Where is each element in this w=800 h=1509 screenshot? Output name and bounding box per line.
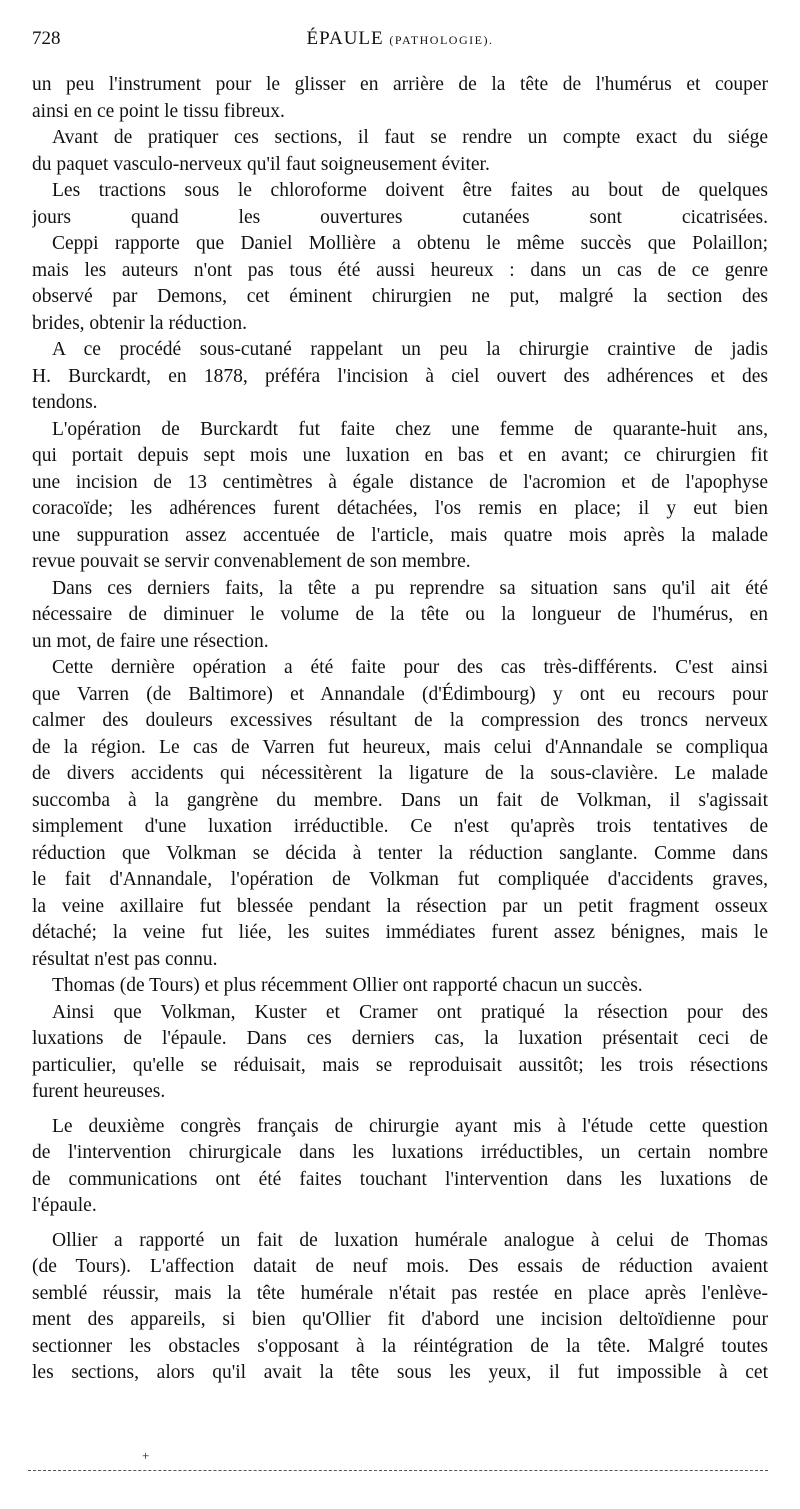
text-line: ment des appareils, si bien qu'Ollier fit d'abord une incision deltoïdienne pour	[32, 1309, 768, 1330]
text-line: H. Burckardt, en 1878, préféra l'incision à ciel ouvert des adhérences et des	[32, 365, 768, 387]
text-line: la veine axillaire fut blessée pendant la résection par un petit fragment osseux	[32, 895, 768, 917]
text-line: brides, obtenir la réduction.	[32, 312, 247, 334]
text-line: que Varren (de Baltimore) et Annandale (d'Édimbourg) y ont eu recours pour	[32, 683, 768, 705]
text-line: les sections, alors qu'il avait la tête sous les yeux, il fut impossible à cet	[32, 1362, 768, 1383]
text-line: sectionner les obstacles s'opposant à la réintégration de la tête. Malgré toutes	[32, 1335, 768, 1357]
running-title-main: ÉPAULE	[306, 28, 384, 49]
text-line: du paquet vasculo-nerveux qu'il faut soigneusement éviter.	[32, 153, 490, 175]
text-line: semblé réussir, mais la tête humérale n'était pas restée en place après l'enlève-	[32, 1282, 768, 1304]
text-line: un mot, de faire une résection.	[32, 630, 269, 652]
text-line: tendons.	[32, 392, 98, 413]
text-line: ainsi en ce point le tissu fibreux.	[32, 100, 285, 122]
text-line: Les tractions sous le chloroforme doivent être faites au bout de quelques	[52, 180, 768, 201]
text-line: (de Tours). L'affection datait de neuf mois. Des essais de réduction avaient	[32, 1256, 768, 1277]
text-line: mais les auteurs n'ont pas tous été aussi heureux : dans un cas de ce genre	[32, 259, 768, 281]
text-line: de communications ont été faites touchant l'intervention dans les luxations de	[32, 1168, 768, 1190]
footer-mark: +	[142, 1448, 150, 1463]
text-line: Thomas (de Tours) et plus récemment Ollier ont rapporté chacun un succès.	[52, 975, 643, 996]
text-line: coracoïde; les adhérences furent détachées, l'os remis en place; il y eut bien	[32, 498, 768, 519]
text-line: A ce procédé sous-cutané rappelant un peu la chirurgie craintive de jadis	[52, 339, 768, 360]
paragraph-gap	[32, 1220, 768, 1228]
text-line: de l'intervention chirurgicale dans les luxations irréductibles, un certain nombre	[32, 1142, 768, 1163]
text-line: de divers accidents qui nécessitèrent la ligature de la sous-clavière. Le malade	[32, 763, 768, 784]
text-line: nécessaire de diminuer le volume de la tête ou la longueur de l'humérus, en	[32, 604, 768, 625]
text-line: succomba à la gangrène du membre. Dans un fait de Volkman, il s'agissait	[32, 789, 768, 811]
running-header	[32, 28, 768, 58]
text-line: luxations de l'épaule. Dans ces derniers cas, la luxation présentait ceci de	[32, 1028, 768, 1049]
paragraph-gap	[32, 1106, 768, 1114]
footer-rule	[28, 1470, 768, 1483]
text-line: Ollier a rapporté un fait de luxation humérale analogue à celui de Thomas	[52, 1229, 768, 1251]
text-line: observé par Demons, cet éminent chirurgien ne put, malgré la section des	[32, 286, 768, 307]
running-title	[32, 28, 768, 50]
text-line: une incision de 13 centimètres à égale distance de l'acromion et de l'apophyse	[32, 471, 768, 493]
text-line: Le deuxième congrès français de chirurgie ayant mis à l'étude cette question	[52, 1115, 768, 1137]
text-line: résultat n'est pas connu.	[32, 948, 218, 970]
text-line: calmer des douleurs excessives résultant de la compression des troncs nerveux	[32, 710, 768, 731]
text-line: une suppuration assez accentuée de l'article, mais quatre mois après la malade	[32, 524, 768, 546]
text-line: particulier, qu'elle se réduisait, mais se reproduisait aussitôt; les trois résections	[32, 1054, 768, 1076]
text-line: de la région. Le cas de Varren fut heureux, mais celui d'Annandale se compliqua	[32, 736, 768, 758]
text-line: Ainsi que Volkman, Kuster et Cramer ont pratiqué la résection pour des	[52, 1001, 768, 1023]
text-line: Avant de pratiquer ces sections, il faut se rendre un compte exact du siége	[52, 127, 768, 148]
page-body	[32, 72, 768, 1387]
text-line: qui portait depuis sept mois une luxation en bas et en avant; ce chirurgien fit	[32, 445, 768, 466]
page-number: 728	[32, 28, 61, 49]
text-line: Ceppi rapporte que Daniel Mollière a obtenu le même succès que Polaillon;	[52, 233, 768, 254]
text-line: le fait d'Annandale, l'opération de Volkman fut compliquée d'accidents graves,	[32, 869, 768, 890]
text-line: jours quand les ouvertures cutanées sont cicatrisées.	[32, 206, 768, 228]
text-line: furent heureuses.	[32, 1081, 166, 1102]
text-line: Dans ces derniers faits, la tête a pu reprendre sa situation sans qu'il ait été	[52, 577, 768, 599]
text-line: l'épaule.	[32, 1195, 97, 1216]
text-line: détaché; la veine fut liée, les suites immédiates furent assez bénignes, mais le	[32, 922, 768, 943]
text-line: réduction que Volkman se décida à tenter la réduction sanglante. Comme dans	[32, 842, 768, 864]
text-line: Cette dernière opération a été faite pour des cas très-différents. C'est ainsi	[52, 657, 768, 678]
text-line: un peu l'instrument pour le glisser en arrière de la tête de l'humérus et couper	[32, 74, 768, 95]
text-line: revue pouvait se servir convenablement de son membre.	[32, 551, 471, 572]
text-line: L'opération de Burckardt fut faite chez une femme de quarante-huit ans,	[52, 418, 768, 440]
running-title-sub: (PATHOLOGIE).	[389, 33, 494, 47]
text-line: simplement d'une luxation irréductible. Ce n'est qu'après trois tentatives de	[32, 816, 768, 837]
